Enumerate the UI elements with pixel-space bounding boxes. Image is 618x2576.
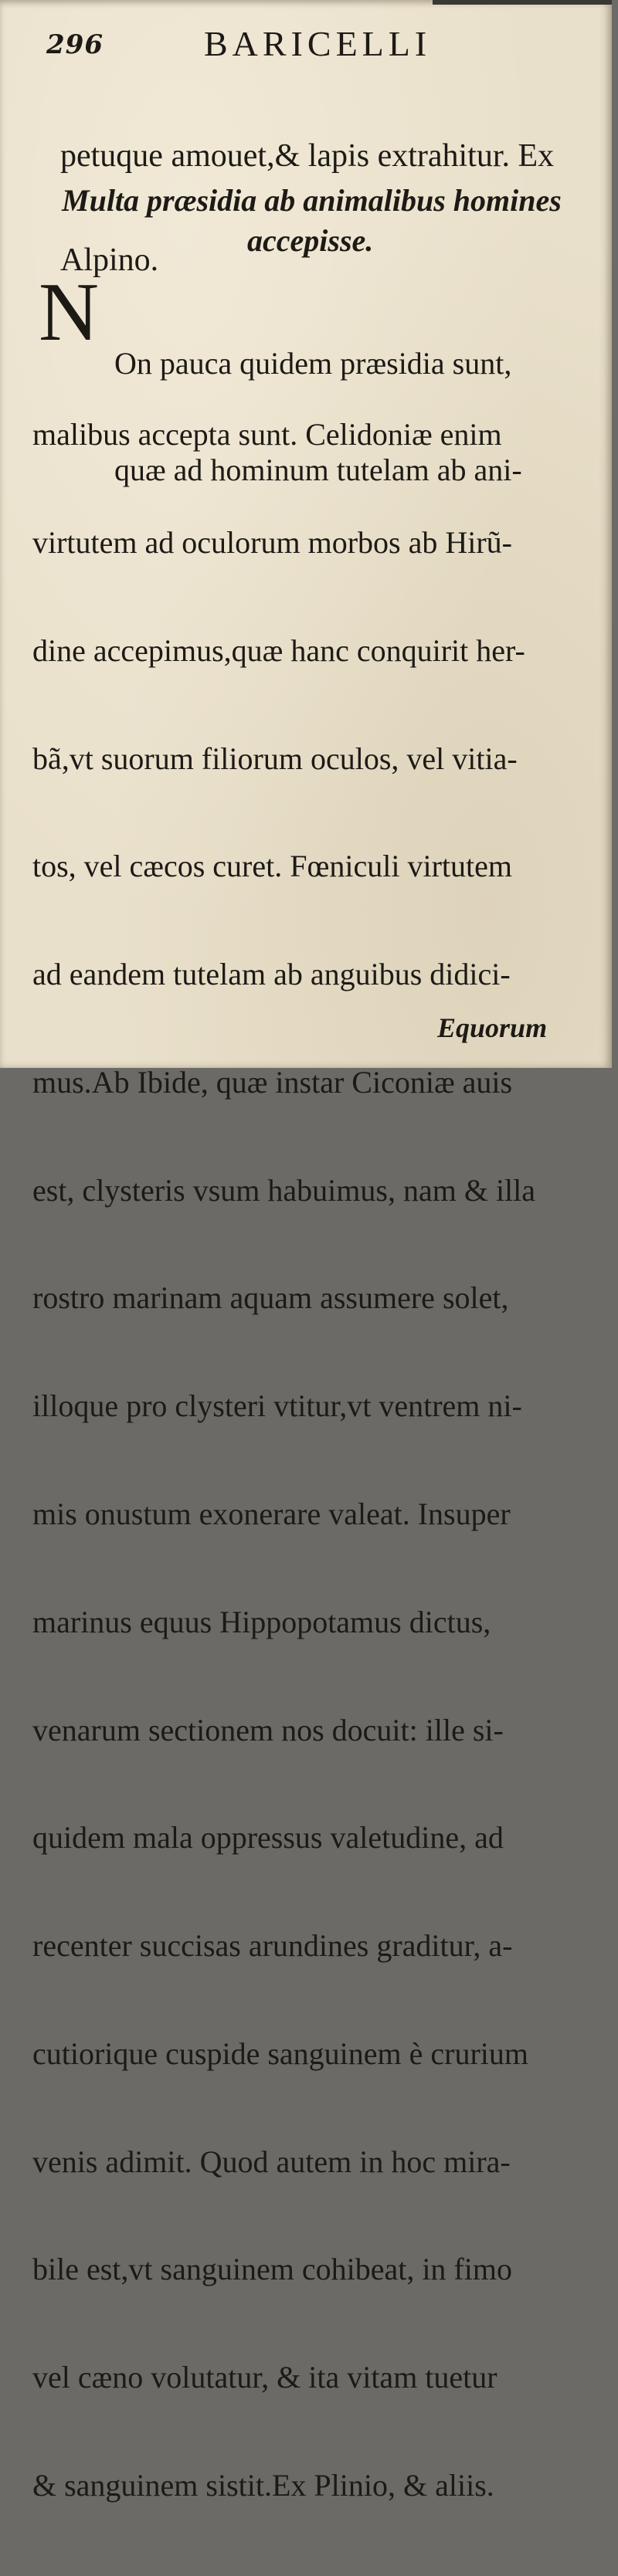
section-heading (54, 181, 595, 261)
section-heading-line: accepisse. (247, 223, 374, 258)
text-line: cutiorique cuspide sanguinem è crurium (32, 2035, 529, 2071)
text-line: tos, vel cæcos curet. Fœniculi virtutem (32, 849, 512, 884)
section-heading-line: Multa præsidia ab animalibus homines (62, 183, 562, 218)
text-line: quidem mala oppressus valetudine, ad (32, 1820, 504, 1856)
page-edge-shadow (433, 0, 612, 5)
text-line: quæ ad hominum tutelam ab ani- (114, 452, 522, 487)
text-line: bile est,vt sanguinem cohibeat, in fimo (32, 2252, 512, 2287)
text-line: vel cæno volutatur, & ita vitam tuetur (32, 2360, 497, 2395)
text-line: venis adimit. Quod autem in hoc mira- (32, 2144, 511, 2179)
text-line: recenter succisas arundines graditur, a- (32, 1928, 513, 1964)
page-number: 296 (46, 29, 104, 60)
page-header (45, 23, 586, 63)
text-line: est, clysteris vsum habuimus, nam & illa (32, 1172, 536, 1208)
text-line: On pauca quidem præsidia sunt, (114, 346, 512, 381)
text-line: & sanguinem sistit.Ex Plinio, & aliis. (32, 2468, 494, 2503)
body-paragraph (32, 345, 596, 2576)
text-line: mus.Ab Ibide, quæ instar Ciconiæ auis (32, 1064, 513, 1100)
text-line: petuque amouet,& lapis extrahitur. Ex (60, 138, 555, 174)
text-line: bã,vt suorum filiorum oculos, vel vitia- (32, 741, 518, 776)
text-line: rostro marinam aquam assumere solet, (32, 1280, 509, 1316)
text-line: Alpino. (60, 242, 159, 278)
text-line: venarum sectionem nos docuit: ille si- (32, 1712, 504, 1747)
text-line: marinus equus Hippopotamus dictus, (32, 1604, 491, 1639)
text-line: virtutem ad oculorum morbos ab Hirũ- (32, 524, 512, 560)
text-line: dine accepimus,quæ hanc conquirit her- (32, 632, 525, 668)
text-line: illoque pro clysteri vtitur,vt ventrem ni- (32, 1388, 522, 1424)
text-line: ad eandem tutelam ab anguibus didici- (32, 957, 511, 992)
running-head: BARICELLI (204, 24, 432, 63)
drop-cap: N (39, 266, 99, 358)
text-line: mis onustum exonerare valeat. Insuper (32, 1496, 511, 1531)
text-line: malibus accepta sunt. Celidoniæ enim (32, 417, 502, 452)
catchword: Equorum (437, 1012, 548, 1043)
